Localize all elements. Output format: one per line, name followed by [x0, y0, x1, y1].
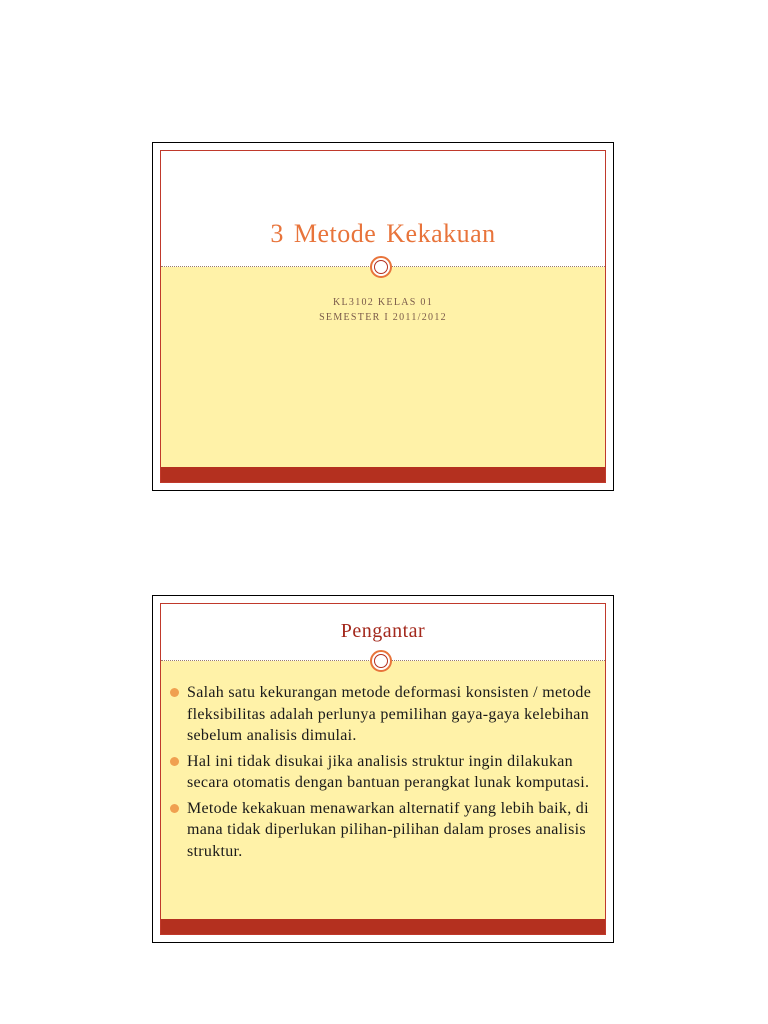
slide-1: [152, 142, 614, 491]
bullet-text: Hal ini tidak disukai jika analisis struktur ingin dilakukan secara otomatis dengan bantuan perangkat lunak komputasi.: [187, 752, 590, 791]
bullet-dot-icon: [170, 757, 179, 766]
slide-1-subtitle-line-1: KL3102 KELAS 01: [332, 297, 434, 308]
ring-ornament-icon: [370, 650, 392, 672]
bullet-item: [169, 751, 595, 794]
bullet-dot-icon: [170, 688, 179, 697]
bullet-dot-icon: [170, 804, 179, 813]
slide-1-title: 3 Metode Kekakuan: [270, 219, 496, 248]
slide-1-inner-border: [160, 150, 606, 483]
bullet-item: [169, 682, 595, 747]
bullet-item: [169, 798, 595, 863]
bullet-list: [169, 682, 595, 866]
slide-1-subtitle-line-2: SEMESTER I 2011/2012: [319, 312, 447, 323]
slide-2-footer-bar: [161, 919, 605, 934]
slide-1-footer-bar: [161, 467, 605, 482]
ring-ornament-icon: [370, 256, 392, 278]
slide-1-title-area: [161, 151, 605, 267]
slide-2: [152, 595, 614, 943]
bullet-text: Metode kekakuan menawarkan alternatif yang lebih baik, di mana tidak diperlukan pilihan-pilihan dalam proses analisis struktur.: [187, 799, 589, 860]
bullet-text: Salah satu kekurangan metode deformasi konsisten / metode fleksibilitas adalah perlunya pemilihan gaya-gaya kelebihan sebelum analisis dimulai.: [187, 684, 592, 744]
slide-2-title: Pengantar: [340, 620, 426, 642]
slide-2-inner-border: [160, 603, 606, 935]
